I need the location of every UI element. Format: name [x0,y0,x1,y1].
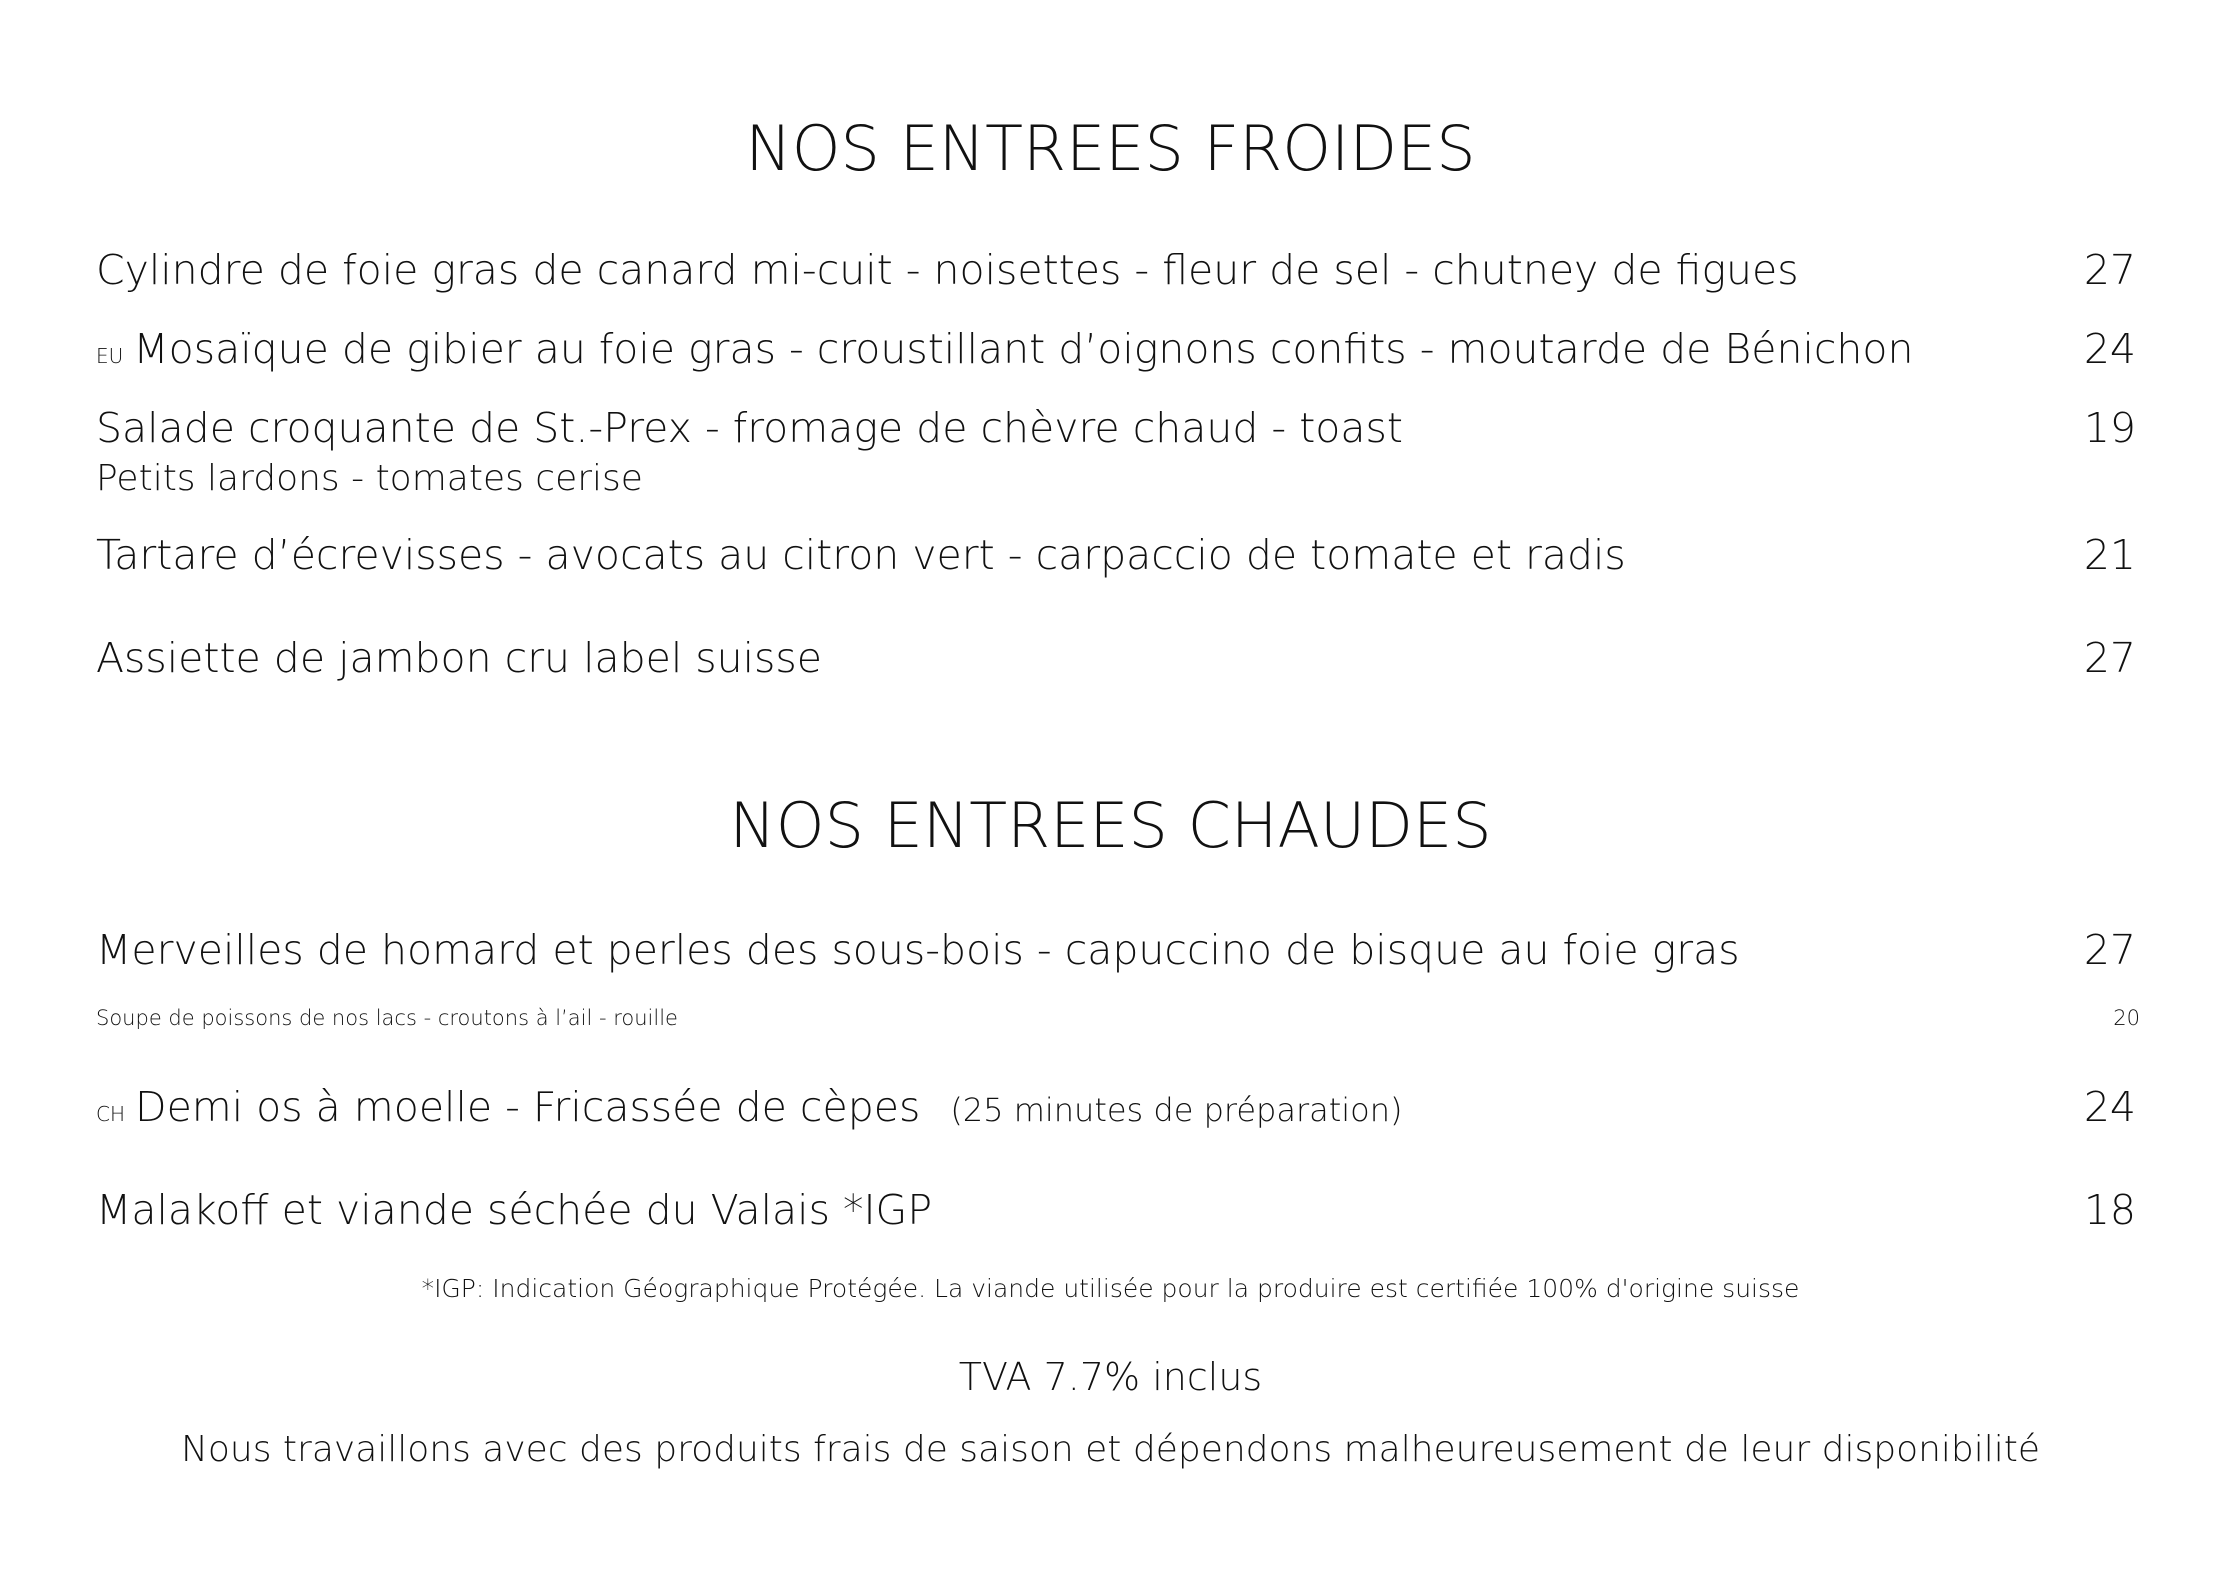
menu-item-foie-gras-cylinder [96,246,2136,294]
menu-item-tartare-ecrevisses [96,531,2136,579]
menu-item-salade-croquante [96,404,2136,499]
availability-disclaimer: Nous travaillons avec des produits frais de saison et dépendons malheureusement de leur disponibilité [180,1429,2041,1470]
menu-item-price: 21 [2083,531,2136,579]
menu-item-name: Malakoff et viande séchée du Valais *IGP [96,1186,933,1234]
menu-item-name: Cylindre de foie gras de canard mi-cuit - noisettes - fleur de sel - chutney de figues [96,246,1799,294]
menu-item-soupe-poissons [96,1006,2140,1030]
menu-item-name: Merveilles de homard et perles des sous-bois - capuccino de bisque au foie gras [96,926,1740,974]
menu-item-name: Demi os à moelle - Fricassée de cèpes [135,1083,921,1131]
origin-badge: EU [96,344,124,368]
menu-item-price: 27 [2083,926,2136,974]
menu-item-price: 24 [2083,1083,2136,1131]
menu-item-subtitle: Petits lardons - tomates cerise [96,458,643,499]
menu-item-name: Soupe de poissons de nos lacs - croutons à l’ail - rouille [96,1006,678,1030]
menu-item-price: 19 [2083,404,2136,452]
igp-footnote: *IGP: Indication Géographique Protégée. La viande utilisée pour la produire est certifiée 100% d'origine suisse [421,1274,1800,1303]
menu-item-name: Mosaïque de gibier au foie gras - croustillant d’oignons confits - moutarde de Bénichon [133,325,1914,373]
menu-item-malakoff [96,1186,2136,1234]
menu-item-name: Tartare d’écrevisses - avocats au citron vert - carpaccio de tomate et radis [96,531,1626,579]
preparation-note: (25 minutes de préparation) [950,1091,1403,1129]
menu-item-jambon-cru [96,634,2136,682]
menu-item-price: 20 [2113,1006,2140,1030]
origin-badge: CH [96,1102,126,1126]
menu-item-merveilles-homard [96,926,2136,974]
menu-item-mosaique-gibier [96,325,2136,373]
section-title-cold: NOS ENTREES FROIDES [745,112,1476,185]
tva-notice: TVA 7.7% inclus [958,1355,1263,1399]
section-title-hot: NOS ENTREES CHAUDES [729,789,1492,862]
menu-item-price: 18 [2083,1186,2136,1234]
menu-item-price: 24 [2083,325,2136,373]
menu-item-price: 27 [2083,634,2136,682]
menu-item-os-a-moelle [96,1083,2136,1131]
menu-item-name: Assiette de jambon cru label suisse [96,634,822,682]
menu-item-price: 27 [2083,246,2136,294]
menu-item-name: Salade croquante de St.-Prex - fromage de chèvre chaud - toast [96,404,1403,452]
